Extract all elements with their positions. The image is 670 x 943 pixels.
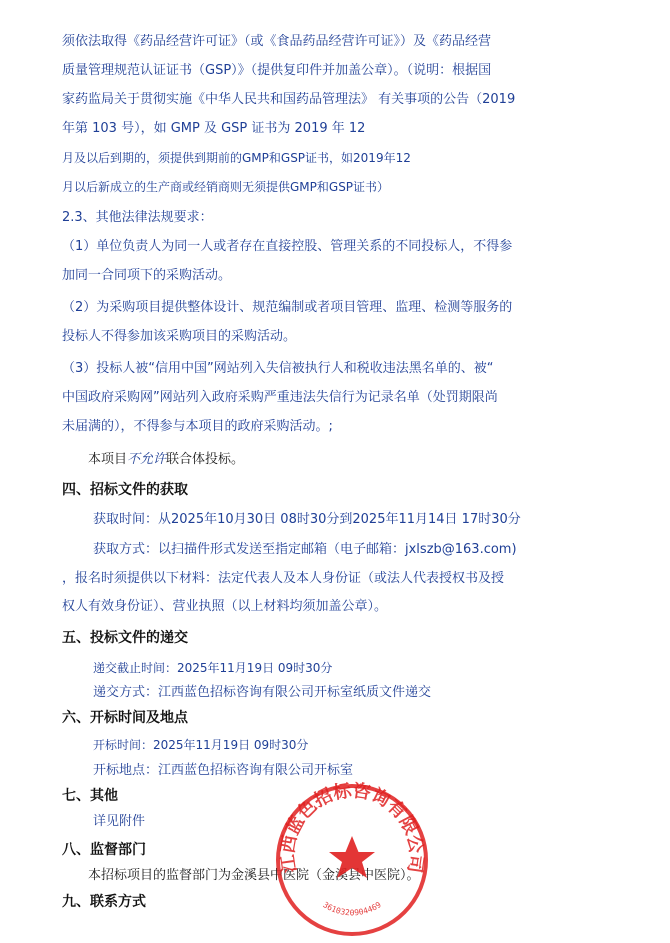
text-line: （2）为采购项目提供整体设计、规范编制或者项目管理、监理、检测等服务的 [62,300,513,315]
section-heading: 四、招标文件的获取 [62,482,188,498]
text-line: 年第 103 号），如 GMP 及 GSP 证书为 2019 年 12 [62,121,366,136]
section-heading: 六、开标时间及地点 [62,710,188,726]
section-heading: 五、投标文件的递交 [62,630,188,646]
text-line: 开标时间：2025年11月19日 09时30分 [93,738,309,752]
text-line: （3）投标人被“信用中国”网站列入失信被执行人和税收违法黑名单的、被“ [62,361,494,376]
joint-bid-line [88,452,244,468]
company-seal [272,780,432,940]
joint-bid-value: 不允许 [127,452,167,467]
text-line: 质量管理规范认证证书（GSP）》（提供复印件并加盖公章）。（说明：根据国 [62,63,492,78]
text-line: 中国政府采购网”网站列入政府采购严重违法失信行为记录名单（处罚期限尚 [62,390,498,405]
svg-text:3610320904469 [321,900,383,917]
text-line: 月以后新成立的生产商或经销商则无须提供GMP和GSP证书） [62,180,390,194]
joint-bid-suffix: 联合体投标。 [166,452,245,467]
text-line: 本招标项目的监督部门为金溪县中医院（金溪县中医院）。 [88,868,420,883]
section-heading: 八、监督部门 [62,842,146,858]
text-line: 月及以后到期的，须提供到期前的GMP和GSP证书，如2019年12 [62,151,411,165]
text-line: 开标地点：江西蓝色招标咨询有限公司开标室 [93,763,354,778]
section-2-3-title: 2.3、其他法律法规要求： [62,210,213,225]
text-line: 投标人不得参加该采购项目的采购活动。 [62,329,297,344]
text-line: 须依法取得《药品经营许可证》（或《食品药品经营许可证》）及《药品经营 [62,34,492,49]
text-line: 权人有效身份证）、营业执照（以上材料均须加盖公章）。 [62,599,388,614]
text-line: 未届满的），不得参与本项目的政府采购活动。; [62,419,333,434]
text-line: 加同一合同项下的采购活动。 [62,268,232,283]
text-line: 详见附件 [93,814,146,829]
text-line: ，报名时须提供以下材料：法定代表人及本人身份证（或法人代表授权书及授 [62,571,505,586]
star-icon [329,836,375,878]
text-line: 获取时间：从2025年10月30日 08时30分到2025年11月14日 17时30分 [93,512,521,527]
text-line: 递交方式：江西蓝色招标咨询有限公司开标室纸质文件递交 [93,685,432,700]
joint-bid-prefix: 本项目 [88,452,128,467]
text-line: 家药监局关于贯彻实施《中华人民共和国药品管理法》 有关事项的公告（2019 [62,92,516,107]
seal-number: 3610320904469 [321,900,383,918]
text-line: 获取方式：以扫描件形式发送至指定邮箱（电子邮箱：jxlszb@163.com) [93,542,517,557]
section-heading: 九、联系方式 [62,894,146,910]
text-line: （1）单位负责人为同一人或者存在直接控股、管理关系的不同投标人，不得参 [62,239,513,254]
section-heading: 七、其他 [62,788,118,804]
seal-name: 江西蓝色招标咨询有限公司 [277,780,427,875]
text-line: 递交截止时间：2025年11月19日 09时30分 [93,661,333,675]
